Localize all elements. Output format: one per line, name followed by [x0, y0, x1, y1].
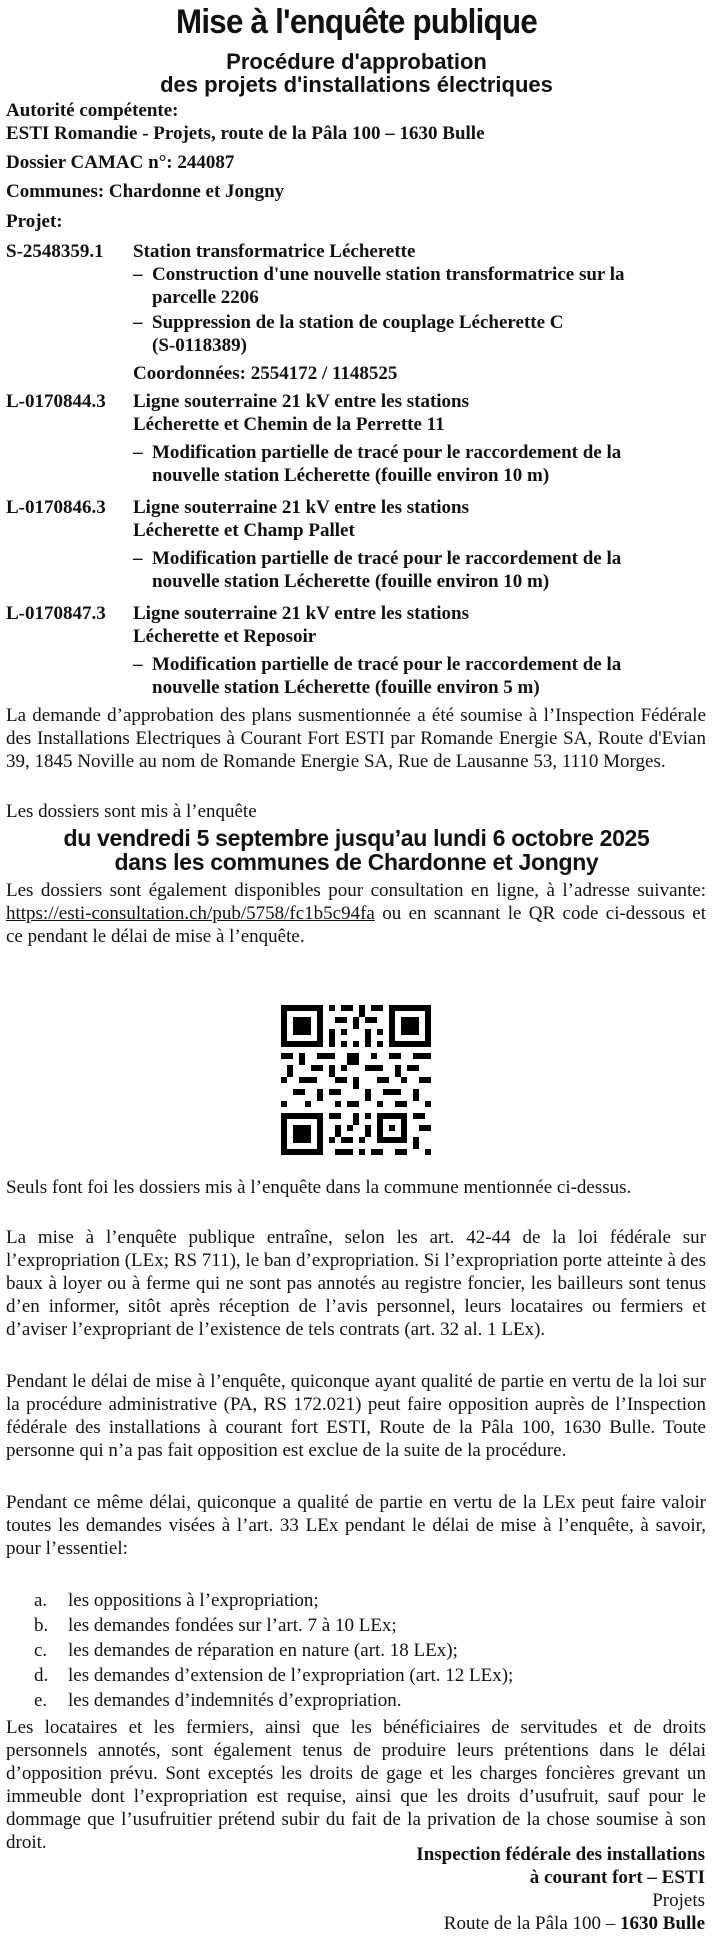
signature-block — [205, 1843, 705, 1935]
project-title-line: Ligne souterraine 21 kV entre les stations — [133, 603, 470, 624]
authority-label: Autorité compétente: — [6, 100, 179, 121]
p-meme-delai: Pendant ce même délai, quiconque a qualité de partie en vertu de la LEx peut faire valoir toutes les demandes visées à l’art. 33 LEx pendant le délai de mise à l’enquête, à savoir, pour l’essentiel: — [6, 1492, 706, 1559]
project-bullet: – Modification partielle de tracé pour le raccordement de la nouvelle station Lécherette (fouille environ 10 m) — [133, 547, 708, 593]
bullet-line: nouvelle station Lécherette (fouille environ 5 m) — [152, 677, 540, 698]
list-item — [6, 1663, 706, 1688]
list-text: les demandes fondées sur l’art. 7 à 10 LEx; — [68, 1615, 397, 1636]
p-seuls: Seuls font foi les dossiers mis à l’enquête dans la commune mentionnée ci-dessus. — [6, 1177, 632, 1198]
project-bullet: – Modification partielle de tracé pour le raccordement de la nouvelle station Lécherette (fouille environ 5 m) — [133, 653, 708, 699]
bullet-line: Suppression de la station de couplage Lécherette C — [152, 312, 564, 333]
list-letter: e. — [34, 1690, 48, 1711]
signature-line-4 — [205, 1912, 705, 1935]
project-coordinates: Coordonnées: 2554172 / 1148525 — [133, 363, 398, 384]
bullet-line: parcelle 2206 — [152, 287, 259, 308]
qr-code-icon[interactable] — [281, 1005, 431, 1155]
subtitle — [0, 50, 713, 96]
list-text: les demandes d’extension de l’expropriation (art. 12 LEx); — [68, 1665, 514, 1686]
p-expropriation: La mise à l’enquête publique entraîne, selon les art. 42-44 de la loi fédérale sur l’expropriation (LEx; RS 711), le ban d’expropriation. Si l’expropriation porte atteinte à des baux à loyer ou à ferme qui ne sont pas annotés au registre foncier, les bailleurs sont tenus d’en informer, sitôt après réception de l’avis personnel, leurs locataires ou fermiers et d’aviser l’expropriant de l’existence de tels contrats (art. 32 al. 1 LEx). — [6, 1227, 706, 1340]
online-text-before: Les dossiers sont également disponibles pour consultation en ligne, à l’adresse suivante: — [6, 880, 706, 901]
bullet-line: nouvelle station Lécherette (fouille environ 10 m) — [152, 571, 550, 592]
period-line-1: du vendredi 5 septembre jusqu’au lundi 6 octobre 2025 — [63, 825, 650, 851]
page-title: Mise à l'enquête publique — [176, 3, 537, 41]
project-title — [133, 390, 708, 436]
list-text: les demandes de réparation en nature (art. 18 LEx); — [68, 1640, 458, 1661]
p-locataires: Les locataires et les fermiers, ainsi que les bénéficiaires de servitudes et de droits personnels annotés, sont également tenus de produire leurs prétentions dans le délai d’opposition prévu. Sont exceptés les droits de gage et les charges foncières grevant un immeuble dont l’expropriation est requise, ainsi que les droits d’usufruit, sauf pour le dommage que l’usufruitier prétend subir du fait de la privation de la chose soumise à son droit. — [6, 1717, 706, 1853]
list-letter: b. — [34, 1615, 49, 1636]
list-item — [6, 1638, 706, 1663]
authority-value: ESTI Romandie - Projets, route de la Pâla 100 – 1630 Bulle — [6, 123, 485, 144]
signature-line-1: Inspection fédérale des installations — [416, 1844, 705, 1865]
list-letter: d. — [34, 1665, 49, 1686]
project-title-line: Lécherette et Chemin de la Perrette 11 — [133, 414, 445, 435]
dossier-camac: Dossier CAMAC n°: 244087 — [6, 152, 235, 173]
consultation-link[interactable]: https://esti-consultation.ch/pub/5758/fc1b5c94fa — [6, 903, 375, 924]
projet-label: Projet: — [6, 211, 63, 232]
bullet-line: Construction d'une nouvelle station transformatrice sur la — [152, 264, 625, 285]
list-item — [6, 1688, 706, 1713]
p-opposition: Pendant le délai de mise à l’enquête, quiconque ayant qualité de partie en vertu de la loi sur la procédure administrative (PA, RS 172.021) peut faire opposition auprès de l’Inspection fédérale des installations à courant fort ESTI, Route de la Pâla 100, 1630 Bulle. Toute personne qui n’a pas fait opposition est exclue de la suite de la procédure. — [6, 1371, 706, 1461]
bullet-line: Modification partielle de tracé pour le raccordement de la — [152, 548, 622, 569]
period-line-2: dans les communes de Chardonne et Jongny — [114, 849, 599, 875]
list-letter: a. — [34, 1590, 48, 1611]
project-code: L-0170844.3 — [6, 391, 106, 412]
project-code: L-0170847.3 — [6, 603, 106, 624]
signature-city: 1630 Bulle — [620, 1913, 705, 1934]
project-title-line: Lécherette et Champ Pallet — [133, 520, 355, 541]
subtitle-line-1: Procédure d'approbation — [226, 49, 487, 74]
list-text: les oppositions à l’expropriation; — [68, 1590, 319, 1611]
demands-list — [6, 1588, 706, 1713]
bullet-line: Modification partielle de tracé pour le raccordement de la — [152, 654, 622, 675]
intro-paragraph: La demande d’approbation des plans susmentionnée a été soumise à l’Inspection Fédérale des Installations Electriques à Courant Fort ESTI par Romande Energie SA, Route d'Evian 39, 1845 Noville au nom de Romande Energie SA, Rue de Lausanne 53, 1110 Morges. — [6, 705, 706, 772]
project-title-line: Lécherette et Reposoir — [133, 626, 317, 647]
signature-line-2: à courant fort – ESTI — [529, 1867, 705, 1888]
list-item — [6, 1613, 706, 1638]
bullet-line: (S-0118389) — [152, 335, 247, 356]
project-code: S-2548359.1 — [6, 241, 104, 262]
project-title: Station transformatrice Lécherette — [133, 241, 416, 262]
dossiers-enquete: Les dossiers sont mis à l’enquête — [6, 801, 257, 822]
list-letter: c. — [34, 1640, 48, 1661]
project-title-line: Ligne souterraine 21 kV entre les stations — [133, 391, 470, 412]
signature-line-3: Projets — [652, 1890, 705, 1911]
project-bullet: – Modification partielle de tracé pour le raccordement de la nouvelle station Lécherette (fouille environ 10 m) — [133, 441, 708, 487]
online-paragraph — [6, 879, 706, 948]
list-text: les demandes d’indemnités d’expropriation. — [68, 1690, 402, 1711]
project-title — [133, 602, 708, 648]
list-item — [6, 1588, 706, 1613]
online-text-after: ou en scannant le QR code ci-dessous et ce pendant le délai de mise à l’enquête. — [6, 903, 706, 947]
project-bullet: – Suppression de la station de couplage Lécherette C (S-0118389) — [133, 311, 708, 357]
project-title — [133, 496, 708, 542]
project-bullet: – Construction d'une nouvelle station transformatrice sur la parcelle 2206 — [133, 263, 708, 309]
bullet-line: Modification partielle de tracé pour le raccordement de la — [152, 442, 622, 463]
signature-address: Route de la Pâla 100 – — [443, 1913, 621, 1934]
bullet-line: nouvelle station Lécherette (fouille environ 10 m) — [152, 465, 550, 486]
communes: Communes: Chardonne et Jongny — [6, 181, 285, 202]
subtitle-line-2: des projets d'installations électriques — [160, 72, 553, 97]
project-title-line: Ligne souterraine 21 kV entre les stations — [133, 497, 470, 518]
project-code: L-0170846.3 — [6, 497, 106, 518]
